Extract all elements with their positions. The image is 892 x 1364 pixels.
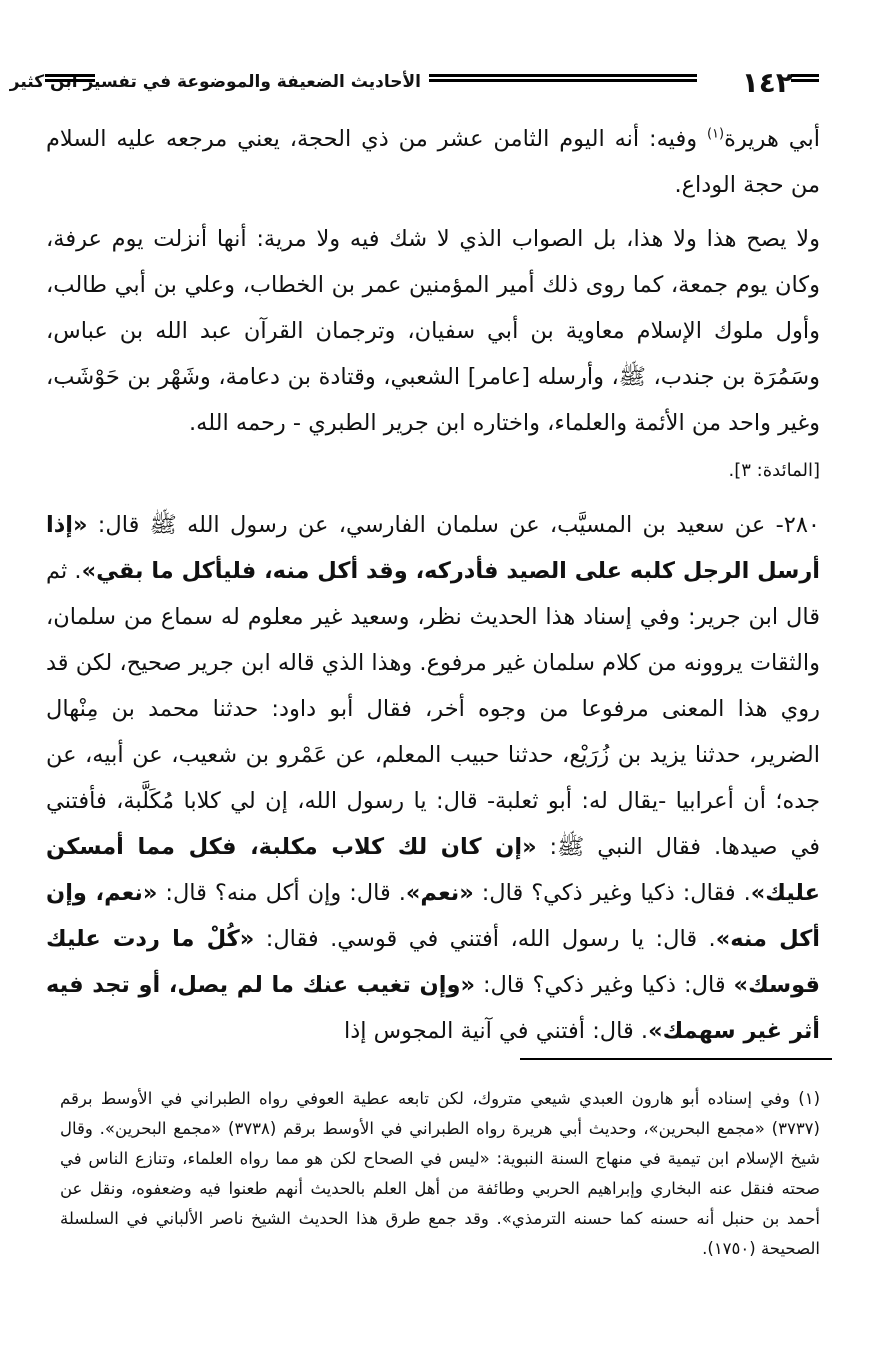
running-title: الأحاديث الضعيفة والموضوعة في تفسير ابن كثير <box>9 72 421 92</box>
footnote-separator <box>520 1058 832 1060</box>
paragraph-hadith-280: ٢٨٠- عن سعيد بن المسيَّب، عن سلمان الفارسي، عن رسول الله ﷺ قال: «إذا أرسل الرجل كلبه على الصيد فأدركه، وقد أكل منه، فليأكل ما بقي». ثم قال ابن جرير: وفي إسناد هذا الحديث نظر، وسعيد غير معلوم له سماع من سلمان، والثقات يروونه من كلام سلمان غير مرفوع. وهذا الذي قاله ابن جرير صحيح، لكن قد روي هذا المعنى مرفوعا من وجوه أخر، فقال أبو داود: حدثنا محمد بن مِنْهال الضرير، حدثنا يزيد بن زُرَيْع، حدثنا حبيب المعلم، عن عَمْرو بن شعيب، عن أبيه، عن جده؛ أن أعرابيا -يقال له: أبو ثعلبة- قال: يا رسول الله، إن لي كلابا مُكَلَّبة، فأفتني في صيدها. فقال النبي ﷺ: «إن كان لك كلاب مكلبة، فكل مما أمسكن عليك». فقال: ذكيا وغير ذكي؟ قال: «نعم». قال: وإن أكل منه؟ قال: «نعم، وإن أكل منه». قال: يا رسول الله، أفتني في قوسي. فقال: «كُلْ ما ردت عليك قوسك» قال: ذكيا وغير ذكي؟ قال: «وإن تغيب عنك ما لم يصل، أو تجد فيه أثر غير سهمك». قال: أفتني في آنية المجوس إذا <box>46 512 821 1044</box>
footnote-1: (١) وفي إسناده أبو هارون العبدي شيعي متروك، لكن تابعه عطية العوفي رواه الطبراني في الأوسط برقم (٣٧٣٧) «مجمع البحرين»، وحديث أبي هريرة رواه الطبراني في الأوسط برقم (٣٧٣٨) «مجمع البحرين». وقال شيخ الإسلام ابن تيمية في منهاج السنة النبوية: «ليس في الصحاح لكن هو مما رواه العلماء، وتنازع الناس في صحته فنقل عنه البخاري وإبراهيم الحربي وطائفة من أهل العلم بالحديث أنهم طعنوا فيه وضعفوه، ونقل عن أحمد بن حنبل أنه حسنه كما حسنه الترمذي». وقد جمع طرق هذا الحديث الشيخ ناصر الألباني في السلسلة الصحيحة (١٧٥٠). <box>60 1089 820 1258</box>
footnote-marker: (١) <box>706 126 725 142</box>
page-number: ١٤٢ <box>741 66 793 99</box>
hadith-quote: «نعم، وإن أكل منه» <box>46 880 820 952</box>
header-rule-right <box>791 74 819 82</box>
footnote <box>60 1084 820 1264</box>
hadith-quote: «نعم» <box>405 880 474 906</box>
header-rule-middle <box>429 74 697 82</box>
paragraph-2: ولا يصح هذا ولا هذا، بل الصواب الذي لا شك فيه ولا مرية: أنها أنزلت يوم عرفة، وكان يوم جمعة، كما روى ذلك أمير المؤمنين عمر بن الخطاب، وعلي بن أبي طالب، وأول ملوك الإسلام معاوية بن أبي سفيان، وترجمان القرآن عبد الله بن عباس، وسَمُرَة بن جندب، ﷺ، وأرسله [عامر] الشعبي، وقتادة بن دعامة، وشَهْر بن حَوْشَب، وغير واحد من الأئمة والعلماء، واختاره ابن جرير الطبري - رحمه الله. [المائدة: ٣]. <box>46 226 820 481</box>
hadith-quote: «إذا أرسل الرجل كلبه على الصيد فأدركه، وقد أكل منه، فليأكل ما بقي» <box>46 512 821 584</box>
main-text <box>46 116 820 1054</box>
header-rule-left <box>45 74 95 82</box>
quran-reference: [المائدة: ٣]. <box>728 460 820 481</box>
hadith-quote: «كُلْ ما ردت عليك قوسك» <box>46 926 820 998</box>
running-header <box>9 66 819 102</box>
hadith-quote: «وإن تغيب عنك ما لم يصل، أو تجد فيه أثر غير سهمك» <box>46 972 820 1044</box>
hadith-quote: «إن كان لك كلاب مكلبة، فكل مما أمسكن عليك» <box>46 834 820 906</box>
paragraph-1: أبي هريرة$^{(١)}$ وفيه: أنه اليوم الثامن عشر من ذي الحجة، يعني مرجعه عليه السلام من حجة الوداع. <box>46 126 820 198</box>
